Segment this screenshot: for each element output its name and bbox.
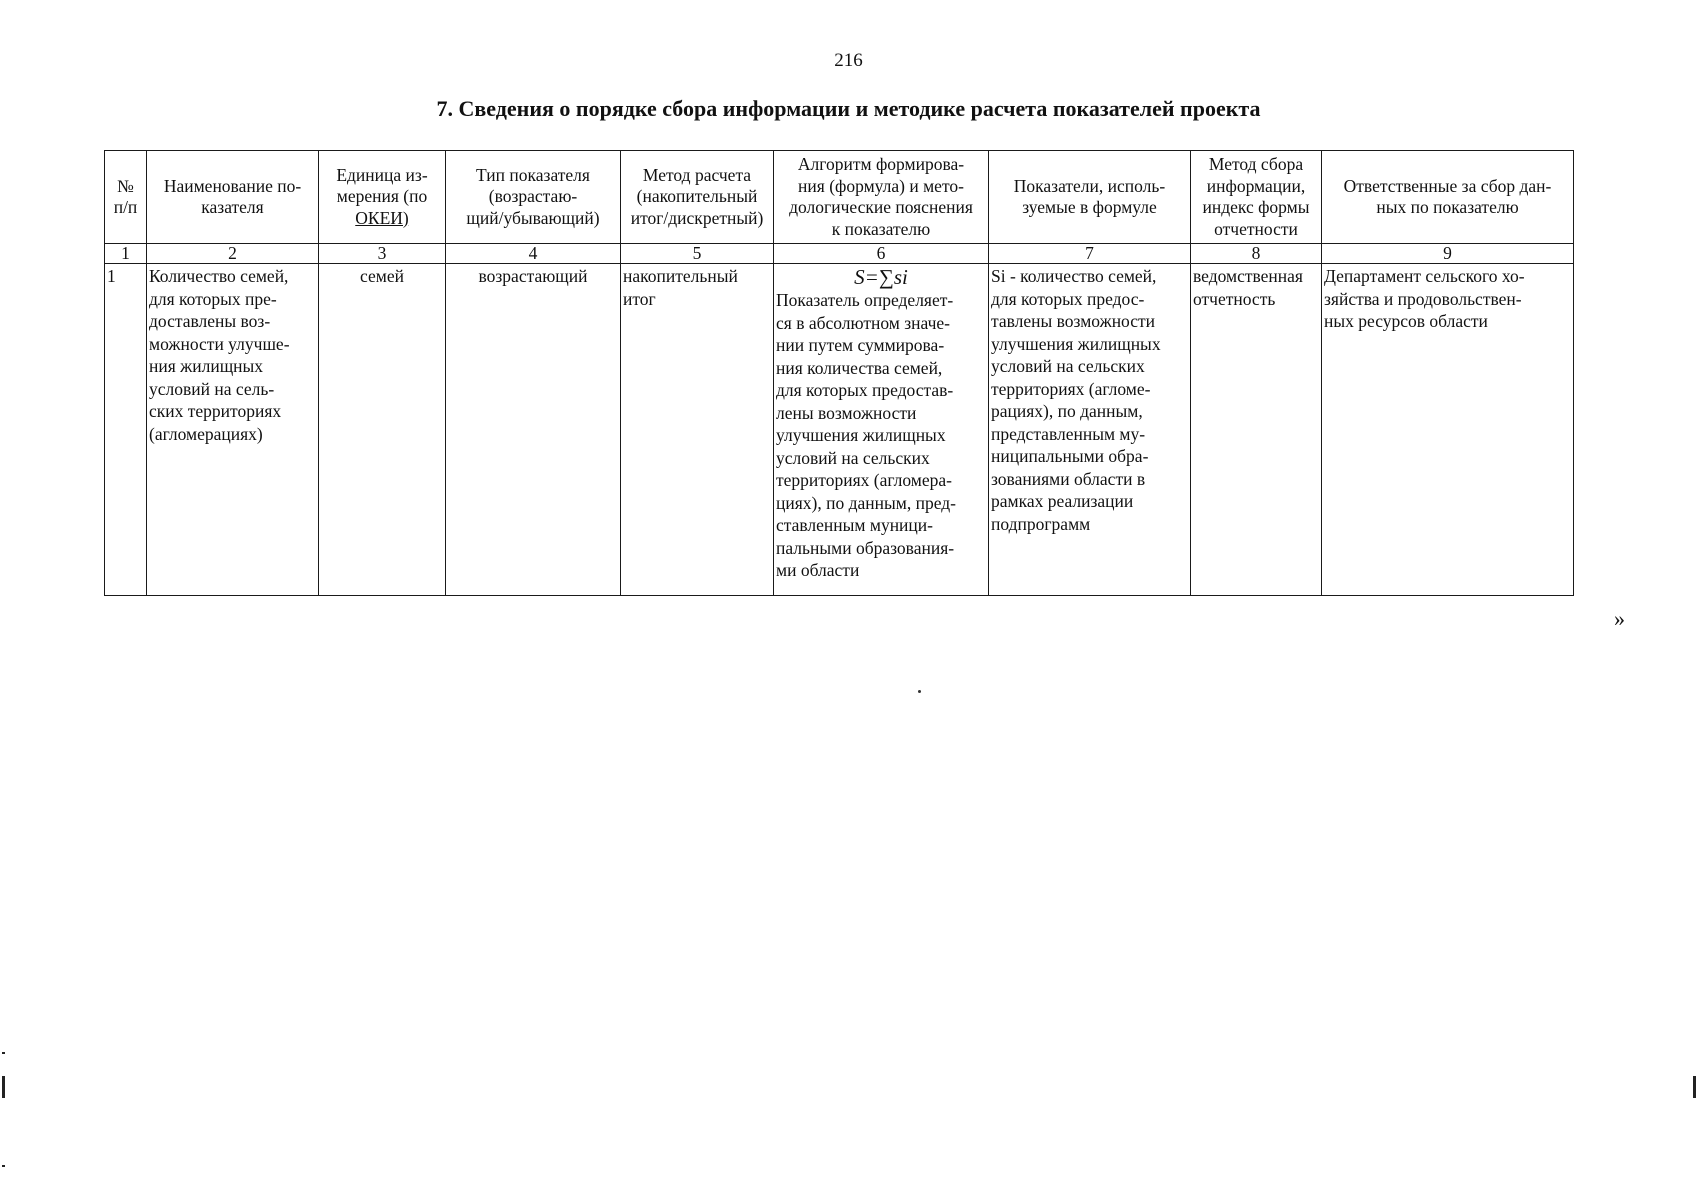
indicator-name: Количество семей, для которых пре- доставлены воз- можности улучше- ния жилищных условий на сель- ских территориях (агломерациях) — [147, 264, 319, 596]
column-number: 3 — [319, 244, 446, 264]
table-row — [105, 264, 1574, 596]
responsible-party: Департамент сельского хо- зяйства и продовольствен- ных ресурсов области — [1322, 264, 1574, 596]
column-number: 6 — [774, 244, 989, 264]
closing-quote-mark: » — [1614, 606, 1625, 631]
calculation-method: накопительный итог — [621, 264, 774, 596]
okei-link[interactable]: ОКЕИ) — [355, 207, 409, 228]
header-number: № п/п — [105, 151, 147, 244]
right-margin-mark — [1693, 1076, 1696, 1098]
column-number: 8 — [1191, 244, 1322, 264]
column-number: 2 — [147, 244, 319, 264]
left-margin-mark — [2, 1076, 5, 1098]
header-indicator-name: Наименование по- казателя — [147, 151, 319, 244]
header-responsible: Ответственные за сбор дан- ных по показателю — [1322, 151, 1574, 244]
row-number: 1 — [105, 264, 147, 596]
document-title: 7. Сведения о порядке сбора информации и методике расчета показателей проекта — [436, 96, 1261, 121]
table-header-row — [105, 151, 1574, 244]
sum-formula: S=∑si — [854, 265, 908, 289]
indicator-type: возрастающий — [446, 264, 621, 596]
scan-artifact-dot — [918, 690, 921, 693]
unit-of-measure: семей — [319, 264, 446, 596]
left-margin-mark — [2, 1052, 5, 1054]
column-number: 4 — [446, 244, 621, 264]
header-indicator-type: Тип показателя (возрастаю- щий/убывающий) — [446, 151, 621, 244]
header-algorithm: Алгоритм формирова- ния (формула) и мето- дологические пояснения к показателю — [774, 151, 989, 244]
indicator-table — [104, 150, 1574, 596]
header-formula-variables: Показатели, исполь- зуемые в формуле — [989, 151, 1191, 244]
column-number: 5 — [621, 244, 774, 264]
column-number: 7 — [989, 244, 1191, 264]
page-number: 216 — [834, 50, 863, 71]
column-number: 9 — [1322, 244, 1574, 264]
collection-method: ведомственная отчетность — [1191, 264, 1322, 596]
column-number-row — [105, 244, 1574, 264]
header-calculation-method: Метод расчета (накопительный итог/дискретный) — [621, 151, 774, 244]
header-collection-method: Метод сбора информации, индекс формы отчетности — [1191, 151, 1322, 244]
column-number: 1 — [105, 244, 147, 264]
algorithm-description: S=∑si Показатель определяет- ся в абсолютном значе- нии путем суммирова- ния количества семей, для которых предостав- лены возможности улучшения жилищных условий на сельских территориях (агломера- циях), по данным, пред- ставленным муници- пальными образования- ми области — [774, 264, 989, 596]
left-margin-mark — [2, 1165, 5, 1167]
formula-variables: Si - количество семей, для которых предос- тавлены возможности улучшения жилищных условий на сельских территориях (агломе- рациях), по данным, представленным му- ниципальными обра- зованиями области в рамках реализации подпрограмм — [989, 264, 1191, 596]
header-unit: Единица из- мерения (по ОКЕИ) — [319, 151, 446, 244]
